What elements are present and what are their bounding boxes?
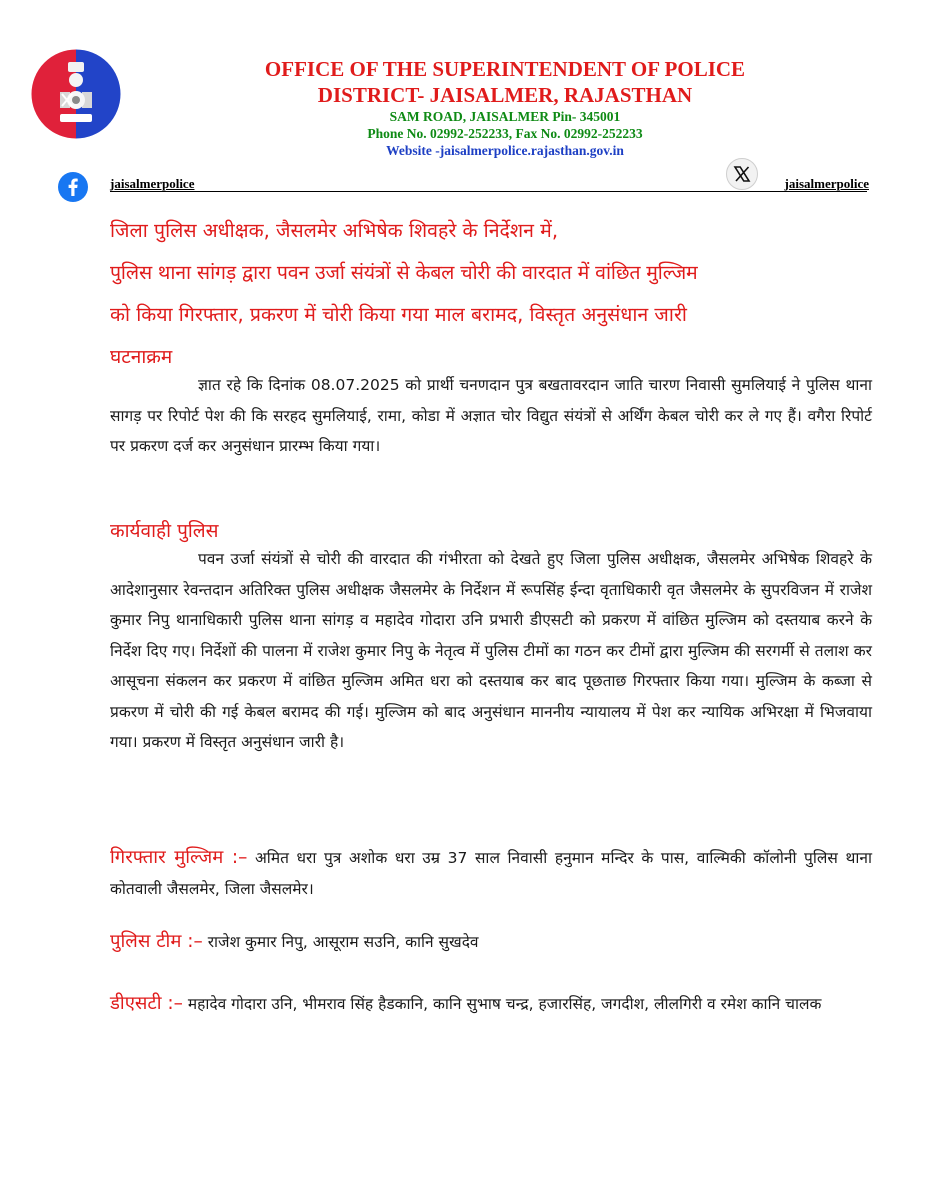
- facebook-icon: [58, 172, 88, 202]
- action-section: [110, 518, 872, 758]
- office-title: OFFICE OF THE SUPERINTENDENT OF POLICE: [264, 57, 746, 81]
- phone-fax: Phone No. 02992-252233, Fax No. 02992-252233: [367, 126, 643, 141]
- headline-line-1: जिला पुलिस अधीक्षक, जैसलमेर अभिषेक शिवहरे के निर्देशन में,: [110, 219, 559, 242]
- headline-line-3: को किया गिरफ्तार, प्रकरण में चोरी किया गया माल बरामद, विस्तृत अनुसंधान जारी: [110, 303, 687, 326]
- action-body: पवन उर्जा संयंत्रों से चोरी की वारदात की गंभीरता को देखते हुए जिला पुलिस अधीक्षक, जैसलमेर अभिषेक शिवहरे के आदेशानुसार रेवन्तदान अतिरिक्त पुलिस अधीक्षक जैसलमेर के निर्देशन में रूपसिंह ईन्दा वृताधिकारी वृत जैसलमेर के सुपरविजन में राजेश कुमार निपु थानाधिकारी पुलिस थाना सांगड़ व महादेव गोदारा उनि प्रभारी डीएसटी को प्रकरण में वांछित मुल्जिम को दस्तयाब करने के निर्देश दिए गए। निर्देशों की पालना में राजेश कुमार निपु के नेतृत्व में पुलिस टीमों का गठन कर टीमों द्वारा मुल्जिम की सरगर्मी से तलाश कर आसूचना संकलन कर प्रकरण में वांछित मुल्जिम अमित धरा को दस्तयाब कर बाद पूछताछ गिरफ्तार किया गया। मुल्जिम के कब्जा से प्रकरण में चोरी की गई केबल बरामद की गई। मुल्जिम को बाद अनुसंधान माननीय न्यायालय में पेश कर न्यायिक अभिरक्षा में भिजवाया गया। प्रकरण में विस्तृत अनुसंधान जारी है।: [110, 550, 872, 751]
- incident-heading: घटनाक्रम: [110, 346, 173, 368]
- police-team-item: [110, 927, 872, 958]
- address: SAM ROAD, JAISALMER Pin- 345001: [389, 109, 621, 124]
- arrested-item: [110, 843, 872, 904]
- arrested-label: गिरफ्तार मुल्जिम :–: [110, 847, 248, 868]
- headline: [110, 210, 870, 336]
- dst-item: [110, 989, 872, 1020]
- district-title: DISTRICT- JAISALMER, RAJASTHAN: [317, 83, 693, 107]
- incident-body: ज्ञात रहे कि दिनांक 08.07.2025 को प्रार्थी चनणदान पुत्र बखतावरदान जाति चारण निवासी सुमलियाई ने पुलिस थाना सागड़ पर रिपोर्ट पेश की कि सरहद सुमलियाई, रामा, कोडा में अज्ञात चोर विद्युत संयंत्रों से अर्थिंग केबल चोरी कर ले गए हैं। वगैरा रिपोर्ट पर प्रकरण दर्ज कर अनुसंधान प्रारम्भ किया गया।: [110, 376, 872, 455]
- police-team-value: राजेश कुमार निपु, आसूराम सउनि, कानि सुखदेव: [202, 933, 479, 951]
- header-divider: [110, 191, 867, 192]
- dst-section: [110, 989, 872, 1020]
- x-twitter-icon: [726, 158, 758, 190]
- rajasthan-police-logo-icon: [30, 48, 122, 140]
- police-team-section: [110, 927, 872, 958]
- dst-value: महादेव गोदारा उनि, भीमराव सिंह हैडकानि, कानि सुभाष चन्द्र, हजारसिंह, जगदीश, लीलगिरी व रमेश कानि चालक: [182, 995, 822, 1013]
- incident-section: [110, 344, 872, 462]
- police-team-label: पुलिस टीम :–: [110, 931, 203, 952]
- headline-line-2: पुलिस थाना सांगड़ द्वारा पवन उर्जा संयंत्रों से केबल चोरी की वारदात में वांछित मुल्जिम: [110, 261, 698, 284]
- website: Website -jaisalmerpolice.rajasthan.gov.in: [386, 143, 624, 158]
- x-handle: jaisalmerpolice: [784, 176, 869, 191]
- arrested-value: अमित धरा पुत्र अशोक धरा उम्र 37 साल निवासी हनुमान मन्दिर के पास, वाल्मिकी कॉलोनी पुलिस थाना कोतवाली जैसलमेर, जिला जैसलमेर।: [110, 849, 872, 898]
- letterhead: [180, 56, 830, 159]
- facebook-handle: jaisalmerpolice: [110, 176, 195, 191]
- action-heading: कार्यवाही पुलिस: [110, 520, 219, 542]
- dst-label: डीएसटी :–: [110, 993, 183, 1014]
- arrested-section: [110, 843, 872, 904]
